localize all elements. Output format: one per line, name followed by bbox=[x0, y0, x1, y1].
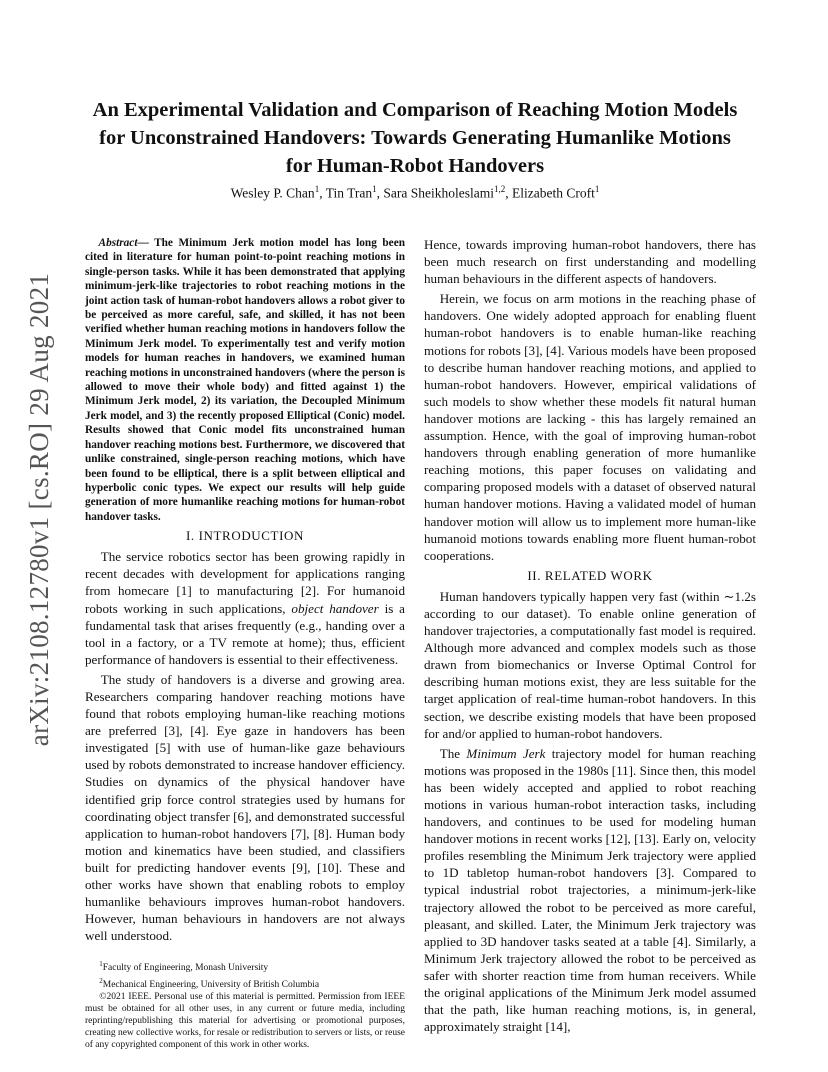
footnote-affiliation-1 bbox=[85, 958, 405, 974]
footnotes bbox=[85, 958, 405, 1050]
abstract-label: Abstract bbox=[98, 237, 138, 249]
intro-paragraph-2: The study of handovers is a diverse and growing area. Researchers comparing handover reaching motions have found that robots employing human-like reaching motions are preferred [3], [4]. Eye gaze in handovers has been investigated [5] with use of human-like gaze behaviours used by robots demonstrated to increase handover efficiency. Studies on dynamics of the physical handover have identified grip force control strategies used by humans for coordinating object transfer [6], and demonstrated successful application to human-robot handovers [7], [8]. Human body motion and kinematics have been studied, and classifiers built for predicting handover events [9], [10]. These and other works have shown that enabling robots to employ humanlike behaviours improves human-robot handovers. However, human behaviours in handovers are not always well understood. bbox=[85, 671, 405, 944]
related-work-paragraph-1: Human handovers typically happen very fast (within ∼1.2s according to our dataset). To enable online generation of handover trajectories, a computationally fast model is required. Although more advanced and complex models such as those drawn from biomechanics or Inverse Optimal Control for describing human motions exist, they are less suitable for the target application of real-time human-robot handovers. In this section, we describe existing models that have been proposed for and/or applied to human-robot handovers. bbox=[424, 588, 756, 741]
related-emphasis: Minimum Jerk bbox=[466, 745, 546, 761]
related-work-paragraph-2 bbox=[424, 745, 756, 1036]
left-column bbox=[85, 236, 405, 1051]
abstract-dash: — bbox=[137, 237, 155, 249]
footnote-affiliation-2 bbox=[85, 975, 405, 991]
related-text: The bbox=[439, 745, 467, 761]
section-heading-related-work: II. RELATED WORK bbox=[527, 567, 653, 583]
right-column bbox=[424, 236, 756, 1038]
section-heading-introduction: I. INTRODUCTION bbox=[185, 528, 305, 544]
author-name: Tin Tran bbox=[325, 185, 373, 201]
author-affiliation: 1 bbox=[594, 184, 600, 194]
intro-text: is a fundamental task that arises frequently (e.g., handing over a tool in a factory, or a TV remote at home); thus, efficient performance of handovers is essential to their effectiveness. bbox=[85, 600, 405, 667]
copyright-notice: ©2021 IEEE. Personal use of this material is permitted. Permission from IEEE must be obtained for all other uses, in any current or future media, including reprinting/republishing this material for advertising or promotional purposes, creating new collective works, for resale or redistribution to servers or lists, or reuse of any copyrighted component of this work in other works. bbox=[85, 991, 405, 1050]
intro-emphasis: object handover bbox=[291, 600, 379, 616]
footnote-text: Faculty of Engineering, Monash University bbox=[102, 963, 269, 974]
author-name: Elizabeth Croft bbox=[511, 185, 595, 201]
arxiv-identifier: arXiv:2108.12780v1 [cs.RO] 29 Aug 2021 bbox=[24, 272, 55, 746]
paper-title: An Experimental Validation and Comparison of Reaching Motion Models for Unconstrained Handovers: Towards Generating Humanlike Motions for Human-Robot Handovers bbox=[92, 99, 738, 177]
intro-paragraph-4: Herein, we focus on arm motions in the reaching phase of handovers. One widely adopted approach for enabling fluent human-robot handovers is to enable human-like reaching motions for robots [3], [4]. Various models have been proposed to describe human handover reaching motions, and applied to human-robot handovers. However, empirical validations of such models to show whether these models fit natural human handover motions are lacking - this has largely remained an assumption. Hence, with the goal of improving human-robot handovers through enabling generation of more humanlike reaching motions, this paper focuses on validating and comparing proposed models with a dataset of observed natural human handover motions. Having a validated model of human handover motion will allow us to implement more human-like humanoid motions towards enabling more fluent human-robot cooperations. bbox=[424, 291, 756, 563]
author-name: Wesley P. Chan bbox=[230, 185, 315, 201]
author-separator: , bbox=[319, 185, 326, 201]
author-separator: , bbox=[376, 185, 384, 201]
intro-paragraph-3: Hence, towards improving human-robot handovers, there has been much research on first understanding and modelling human behaviours in the different aspects of handovers. bbox=[424, 237, 756, 287]
author-affiliation: 1 bbox=[314, 184, 320, 194]
abstract-text: The Minimum Jerk motion model has long been cited in literature for human point-to-point reaching motions in single-person tasks. While it has been demonstrated that applying minimum-jerk-like trajectories to robot reaching motions in the joint action task of human-robot handovers allows a robot giver to be perceived as more careful, safe, and skilled, it has not been verified whether human reaching motions in handovers follow the Minimum Jerk model. To experimentally test and verify motion models for human reaches in handovers, we examined human reaching motions in unconstrained handovers (where the person is allowed to move their whole body) and fitted against 1) the Minimum Jerk model, 2) its variation, the Decoupled Minimum Jerk model, and 3) the recently proposed Elliptical (Conic) model. Results showed that Conic model fits unconstrained human handover reaching motions best. Furthermore, we discovered that unlike constrained, single-person reaching motions, which have been found to be elliptical, there is a split between elliptical and hyperbolic conic types. We expect our results will help guide generation of more humanlike reaching motions for human-robot handover tasks. bbox=[85, 237, 405, 523]
author-affiliation: 1 bbox=[372, 184, 377, 194]
footnote-marker: 2 bbox=[99, 976, 103, 985]
abstract bbox=[85, 236, 405, 524]
author-separator: , bbox=[505, 185, 512, 201]
author-affiliation: 1,2 bbox=[493, 184, 506, 194]
intro-text: The service robotics sector has been growing rapidly in recent decades with development for applications ranging from homecare [1] to manufacturing [2]. For humanoid robots working in such applications, bbox=[85, 549, 405, 616]
footnote-marker: 1 bbox=[99, 960, 103, 969]
author-name: Sara Sheikholeslami bbox=[383, 185, 494, 201]
author-list bbox=[90, 180, 740, 203]
intro-paragraph-1 bbox=[85, 548, 405, 668]
related-text: trajectory model for human reaching motions was proposed in the 1980s [11]. Since then, this model has been widely accepted and applied to robot reaching motions in various human-robot interaction tasks, including handovers, and continues to be used for modeling human handover motions in recent works [12], [13]. Early on, velocity profiles resembling the Minimum Jerk trajectory were applied to 1D tabletop human-robot handovers [3]. Compared to typical industrial robot trajectories, a minimum-jerk-like trajectory allowed the robot to be perceived as more careful, pleasant, and skilled. Later, the Minimum Jerk trajectory was applied to 3D handover tasks seated at a table [4]. Similarly, a Minimum Jerk trajectory allowed the robot to be perceived as safer with shorter reaction time from human receivers. While the original applications of the Minimum Jerk model assumed that the path, like human reaching motions, is, in general, approximately straight [14], bbox=[424, 745, 756, 1035]
footnote-text: Mechanical Engineering, University of British Columbia bbox=[102, 979, 320, 990]
